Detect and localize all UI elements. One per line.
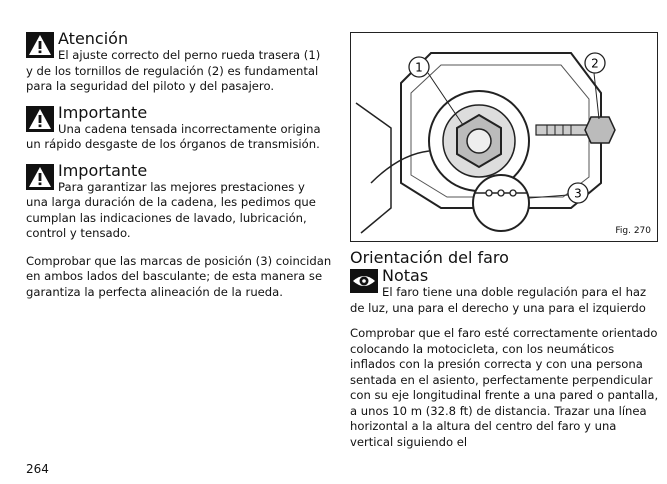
page-number: 264 — [26, 462, 49, 476]
callout-3-label: 3 — [574, 186, 582, 201]
adjuster-illustration — [351, 33, 658, 242]
eye-icon — [350, 269, 378, 293]
alignment-paragraph: Comprobar que las marcas de posición (3) coincidan en ambos lados del basculante; de esta manera se garantiza la perfecta alineación de la rueda. — [26, 253, 332, 299]
notice-text: El ajuste correcto del perno rueda trasera (1) y de los tornillos de regulación (2) es fundamental para la seguridad del piloto y del pasajero. — [26, 48, 321, 93]
important-notice — [26, 162, 332, 242]
notes-title: Notas — [382, 266, 429, 285]
notes-text: El faro tiene una doble regulación para el haz de luz, una para el derecho y una para el izquierdo — [350, 285, 647, 315]
headlight-paragraph: Comprobar que el faro esté correctamente orientado colocando la motocicleta, con los neumáticos inflados con la presión correcta y con una persona sentada en el asiento, perfectamente perpendicular con su eje longitudinal frente a una pared o pantalla, a unos 10 m (32.8 ft) de distancia. Trazar una línea horizontal a la altura del centro del faro y una vertical siguiendo el — [350, 326, 659, 449]
warning-notice — [26, 30, 332, 95]
warning-icon — [26, 164, 54, 190]
notice-title: Importante — [58, 160, 148, 180]
callout-1-label: 1 — [415, 60, 423, 75]
notice-title: Atención — [58, 29, 129, 48]
left-column — [26, 30, 332, 300]
figure-label: Fig. 270 — [615, 226, 651, 236]
notes-box — [350, 267, 662, 316]
callout-2-label: 2 — [591, 56, 599, 71]
notice-text: Una cadena tensada incorrectamente origina un rápido desgaste de los órganos de transmisión. — [26, 121, 321, 151]
warning-icon — [26, 32, 54, 58]
notice-title: Importante — [58, 102, 148, 122]
notice-text: Para garantizar las mejores prestaciones y una larga duración de la cadena, les pedimos que cumplan las indicaciones de lavado, lubricación, control y tensado. — [26, 179, 316, 240]
figure-rear-wheel-adjuster — [350, 32, 658, 242]
warning-icon — [26, 106, 54, 132]
section-title: Orientación del faro — [350, 248, 509, 267]
important-notice — [26, 104, 332, 153]
right-column — [350, 32, 662, 450]
